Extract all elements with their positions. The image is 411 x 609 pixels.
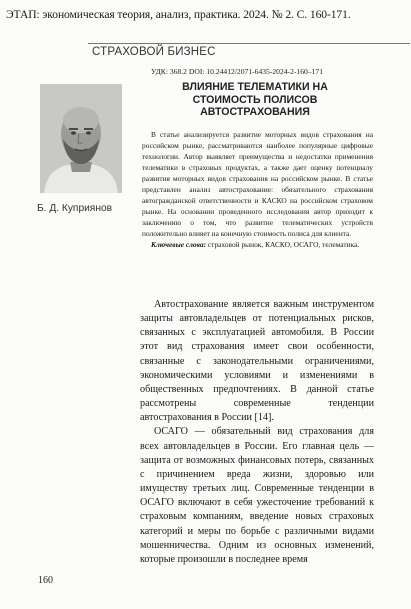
- abstract: [142, 129, 373, 251]
- author-name: Б. Д. Куприянов: [37, 203, 113, 214]
- keywords-text: страховой рынок, КАСКО, ОСАГО, телематика.: [206, 240, 360, 250]
- journal-running-header: ЭТАП: экономическая теория, анализ, практика. 2024. № 2. С. 160-171.: [6, 8, 351, 21]
- abstract-text: В статье анализируется развитие моторных видов страхования на российском рынке, рассматриваются наиболее популярные цифровые технологии. Автор выявляет преимущества и недостатки применения телематики в страховых продуктах, а также дает оценку потенциалу развития моторных видов страхования на российском рынке. В статье представлен анализ автострахование: обязательного страхования автогражданской ответственности и КАСКО на российском страховом рынке. На основании проведенного исследования автор приходит к заключению о том, что развитие телематических устройств положительно влияет на конечную стоимость полиса для клиента.: [142, 130, 373, 239]
- section-divider: [88, 43, 410, 44]
- body-paragraph: Автострахование является важным инструментом защиты автовладельцев от потенциальных рисков, связанных с эксплуатацией автомобиля. В России этот вид страхования имеет свои особенности, связанные с законодательными ограничениями, экономическими условиями и изменениями в общественных предпочтениях. В данной статье рассмотрены современные тенденции автострахования в России [14].: [140, 299, 374, 424]
- author-photo: [40, 84, 122, 193]
- article-body: [140, 298, 374, 567]
- udk-doi-line: УДК: 368.2 DOI: 10.24412/2071-6435-2024-2-160–171: [151, 67, 323, 76]
- section-title: СТРАХОВОЙ БИЗНЕС: [92, 46, 216, 58]
- keywords-label: Ключевые слова:: [151, 240, 206, 250]
- page-number: 160: [38, 575, 53, 586]
- article-title: ВЛИЯНИЕ ТЕЛЕМАТИКИ НА СТОИМОСТЬ ПОЛИСОВ АВТОСТРАХОВАНИЯ: [182, 81, 328, 118]
- keywords-line: [142, 239, 373, 250]
- body-paragraph: ОСАГО — обязательный вид страхования для всех автовладельцев в России. Его главная цель — защита от возможных финансовых потерь, связанных с причинением вреда жизни, здоровью или имуществу третьих лиц. Современные тенденции в ОСАГО включают в себя ужесточение требований к страховым компаниям, введение новых страховых категорий и меры по борьбе с различными видами мошенничества. Одним из основных изменений, которые произошли в последнее время: [140, 426, 374, 565]
- author-portrait-image: [40, 84, 122, 193]
